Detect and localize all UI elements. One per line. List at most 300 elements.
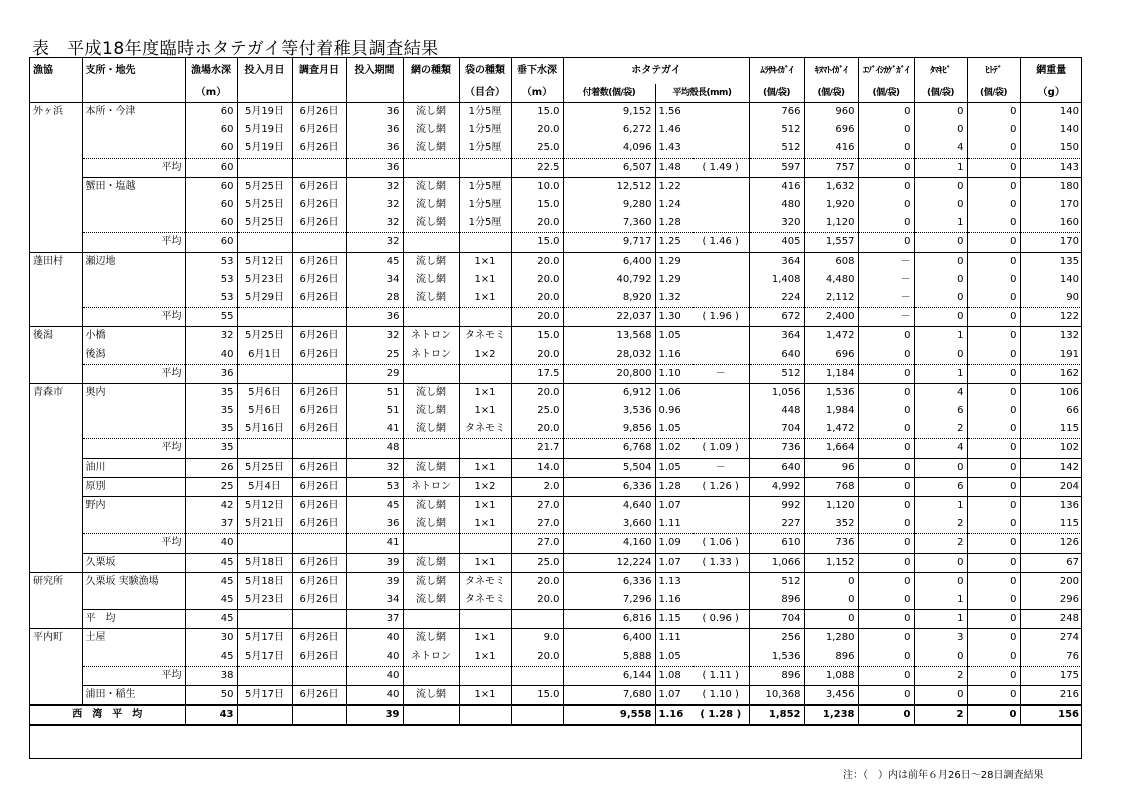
cell-shell: 1.02 xyxy=(655,439,693,458)
cell-suika: 20.0 xyxy=(511,572,563,591)
cell-tonyu: 5月19日 xyxy=(237,121,292,139)
cell-fuchaku: 6,816 xyxy=(563,610,655,629)
cell-depth: 43 xyxy=(185,705,237,725)
cell-prev: － xyxy=(693,458,749,477)
cell-murasaki: 610 xyxy=(749,534,804,553)
cell-site: 油川 xyxy=(82,458,185,477)
cell-kinmatoi: 1,280 xyxy=(804,629,858,648)
cell-hitode: 0 xyxy=(967,177,1020,196)
cell-tonyu xyxy=(237,705,292,725)
cell-shell: 1.07 xyxy=(655,685,693,705)
cell-murasaki: 1,056 xyxy=(749,383,804,402)
cell-tamakibi: 1 xyxy=(914,496,967,515)
cell-ryokyo: 研究所 xyxy=(30,572,82,591)
cell-chosa: 6月26日 xyxy=(292,477,346,496)
cell-suika: 27.0 xyxy=(511,534,563,553)
cell-kinmatoi: 0 xyxy=(804,610,858,629)
cell-shell: 1.10 xyxy=(655,364,693,383)
cell-site: 本所・今津 xyxy=(82,103,185,122)
cell-kikan: 29 xyxy=(346,364,403,383)
cell-ezoishi: 0 xyxy=(858,477,914,496)
cell-murasaki: 512 xyxy=(749,121,804,139)
cell-fukuro: 1分5厘 xyxy=(459,103,511,122)
cell-suika: 20.0 xyxy=(511,308,563,327)
cell-amijuryo: 90 xyxy=(1020,289,1082,308)
cell-depth: 60 xyxy=(185,196,237,214)
cell-site xyxy=(82,139,185,158)
cell-ryokyo xyxy=(30,458,82,477)
cell-shell: 1.29 xyxy=(655,252,693,271)
cell-tonyu: 5月6日 xyxy=(237,402,292,420)
cell-tamakibi: 1 xyxy=(914,214,967,233)
cell-kikan: 36 xyxy=(346,158,403,177)
cell-tamakibi: 0 xyxy=(914,289,967,308)
cell-amijuryo: 140 xyxy=(1020,271,1082,289)
cell-tonyu: 5月4日 xyxy=(237,477,292,496)
cell-fuchaku: 28,032 xyxy=(563,345,655,364)
cell-shell: 1.11 xyxy=(655,629,693,648)
cell-amijuryo: 248 xyxy=(1020,610,1082,629)
header-unit-t: (個/袋) xyxy=(914,84,967,103)
cell-kikan: 40 xyxy=(346,647,403,666)
cell-chosa: 6月26日 xyxy=(292,103,346,122)
cell-tamakibi: 4 xyxy=(914,139,967,158)
cell-hitode: 0 xyxy=(967,233,1020,252)
cell-kinmatoi: 1,632 xyxy=(804,177,858,196)
table-row xyxy=(30,196,1082,214)
cell-site xyxy=(82,196,185,214)
cell-kinmatoi: 0 xyxy=(804,591,858,610)
cell-hitode: 0 xyxy=(967,515,1020,534)
cell-shell: 1.05 xyxy=(655,327,693,346)
cell-chosa: 6月26日 xyxy=(292,420,346,439)
cell-ezoishi: 0 xyxy=(858,364,914,383)
cell-murasaki: 992 xyxy=(749,496,804,515)
cell-fukuro: 1×1 xyxy=(459,458,511,477)
cell-hitode: 0 xyxy=(967,196,1020,214)
cell-suika: 20.0 xyxy=(511,383,563,402)
cell-ami xyxy=(403,308,459,327)
header-murasaki: ﾑﾗｻｷｲｶﾞｲ xyxy=(749,58,804,84)
cell-shell: 1.24 xyxy=(655,196,693,214)
cell-shell: 1.11 xyxy=(655,515,693,534)
cell-murasaki: 896 xyxy=(749,666,804,685)
cell-hitode: 0 xyxy=(967,103,1020,122)
cell-ezoishi: 0 xyxy=(858,610,914,629)
cell-murasaki: 896 xyxy=(749,591,804,610)
cell-depth: 53 xyxy=(185,271,237,289)
cell-kikan: 40 xyxy=(346,685,403,705)
table-row xyxy=(30,121,1082,139)
cell-hitode: 0 xyxy=(967,139,1020,158)
cell-ezoishi: 0 xyxy=(858,439,914,458)
cell-ryokyo xyxy=(30,214,82,233)
cell-tamakibi: 0 xyxy=(914,647,967,666)
header-unit-e: (個/袋) xyxy=(858,84,914,103)
cell-prev xyxy=(693,121,749,139)
table-row xyxy=(30,252,1082,271)
cell-suika: 15.0 xyxy=(511,103,563,122)
cell-suika: 20.0 xyxy=(511,289,563,308)
cell-fukuro xyxy=(459,158,511,177)
cell-prev: ( 1.28 ) xyxy=(693,705,749,725)
cell-amijuryo: 204 xyxy=(1020,477,1082,496)
cell-murasaki: 1,536 xyxy=(749,647,804,666)
cell-fuchaku: 7,680 xyxy=(563,685,655,705)
cell-suika: 14.0 xyxy=(511,458,563,477)
cell-ami: 流し網 xyxy=(403,685,459,705)
table-row xyxy=(30,572,1082,591)
table-row xyxy=(30,383,1082,402)
cell-tamakibi: 0 xyxy=(914,458,967,477)
cell-hitode: 0 xyxy=(967,705,1020,725)
page-title: 表 平成18年度臨時ホタテガイ等付着稚貝調査結果 xyxy=(32,39,439,59)
header-fukuro: 袋の種類 xyxy=(459,58,511,84)
cell-shell: 1.07 xyxy=(655,553,693,572)
cell-chosa xyxy=(292,705,346,725)
cell-ami: 流し網 xyxy=(403,496,459,515)
cell-ami xyxy=(403,666,459,685)
cell-ami: 流し網 xyxy=(403,177,459,196)
cell-prev xyxy=(693,647,749,666)
cell-ryokyo xyxy=(30,666,82,685)
cell-site: 浦田・稲生 xyxy=(82,685,185,705)
cell-ami: 流し網 xyxy=(403,383,459,402)
cell-site: 奥内 xyxy=(82,383,185,402)
cell-avg-label: 平均 xyxy=(82,308,185,327)
cell-fukuro: 1分5厘 xyxy=(459,121,511,139)
cell-site xyxy=(82,591,185,610)
cell-depth: 60 xyxy=(185,214,237,233)
cell-tamakibi: 0 xyxy=(914,345,967,364)
cell-ezoishi: 0 xyxy=(858,534,914,553)
cell-amijuryo: 180 xyxy=(1020,177,1082,196)
cell-ami: ネトロン xyxy=(403,327,459,346)
cell-prev xyxy=(693,572,749,591)
cell-tonyu xyxy=(237,308,292,327)
cell-amijuryo: 135 xyxy=(1020,252,1082,271)
cell-prev: ( 1.49 ) xyxy=(693,158,749,177)
cell-fukuro: 1分5厘 xyxy=(459,177,511,196)
cell-chosa xyxy=(292,158,346,177)
cell-ryokyo xyxy=(30,271,82,289)
cell-tamakibi: 1 xyxy=(914,327,967,346)
cell-amijuryo: 132 xyxy=(1020,327,1082,346)
cell-prev xyxy=(693,214,749,233)
table-row xyxy=(30,515,1082,534)
cell-tonyu: 5月6日 xyxy=(237,383,292,402)
cell-hitode: 0 xyxy=(967,158,1020,177)
cell-tamakibi: 2 xyxy=(914,534,967,553)
cell-amijuryo: 115 xyxy=(1020,515,1082,534)
cell-fukuro xyxy=(459,233,511,252)
cell-prev xyxy=(693,515,749,534)
footnote: 注：（ ）内は前年６月26日～28日調査結果 xyxy=(843,770,1044,781)
cell-ami xyxy=(403,439,459,458)
cell-kinmatoi: 416 xyxy=(804,139,858,158)
cell-ezoishi: 0 xyxy=(858,233,914,252)
cell-depth: 35 xyxy=(185,383,237,402)
cell-kikan: 32 xyxy=(346,177,403,196)
cell-ami: ネトロン xyxy=(403,345,459,364)
cell-kikan: 32 xyxy=(346,214,403,233)
cell-fukuro xyxy=(459,705,511,725)
cell-hitode: 0 xyxy=(967,439,1020,458)
cell-chosa: 6月26日 xyxy=(292,139,346,158)
cell-murasaki: 405 xyxy=(749,233,804,252)
header-unit-k: (個/袋) xyxy=(804,84,858,103)
cell-fukuro: 1×2 xyxy=(459,345,511,364)
cell-depth: 45 xyxy=(185,647,237,666)
cell-avg-label: 平均 xyxy=(82,233,185,252)
cell-prev xyxy=(693,177,749,196)
cell-hitode: 0 xyxy=(967,534,1020,553)
cell-ami: 流し網 xyxy=(403,252,459,271)
cell-murasaki: 704 xyxy=(749,420,804,439)
table-row xyxy=(30,139,1082,158)
cell-suika: 10.0 xyxy=(511,177,563,196)
cell-ami: 流し網 xyxy=(403,121,459,139)
cell-ryokyo xyxy=(30,477,82,496)
cell-ryokyo xyxy=(30,515,82,534)
cell-amijuryo: 162 xyxy=(1020,364,1082,383)
cell-ezoishi: 0 xyxy=(858,327,914,346)
cell-fuchaku: 6,768 xyxy=(563,439,655,458)
cell-depth: 37 xyxy=(185,515,237,534)
cell-murasaki: 704 xyxy=(749,610,804,629)
cell-hitode: 0 xyxy=(967,477,1020,496)
grand-average-row xyxy=(30,705,1082,725)
cell-chosa xyxy=(292,364,346,383)
cell-ami: 流し網 xyxy=(403,553,459,572)
cell-tonyu: 5月19日 xyxy=(237,103,292,122)
cell-prev xyxy=(693,629,749,648)
cell-suika: 20.0 xyxy=(511,591,563,610)
cell-amijuryo: 66 xyxy=(1020,402,1082,420)
cell-ami xyxy=(403,610,459,629)
cell-shell: 1.25 xyxy=(655,233,693,252)
cell-tamakibi: 1 xyxy=(914,364,967,383)
cell-depth: 60 xyxy=(185,158,237,177)
table-row xyxy=(30,345,1082,364)
cell-ryokyo xyxy=(30,289,82,308)
cell-kinmatoi: 1,472 xyxy=(804,327,858,346)
cell-depth: 45 xyxy=(185,591,237,610)
cell-site: 瀬辺地 xyxy=(82,252,185,271)
cell-ryokyo xyxy=(30,496,82,515)
cell-murasaki: 480 xyxy=(749,196,804,214)
cell-depth: 60 xyxy=(185,177,237,196)
cell-ryokyo xyxy=(30,591,82,610)
cell-shell: 1.22 xyxy=(655,177,693,196)
cell-amijuryo: 126 xyxy=(1020,534,1082,553)
cell-fuchaku: 5,504 xyxy=(563,458,655,477)
cell-amijuryo: 115 xyxy=(1020,420,1082,439)
cell-shell: 1.30 xyxy=(655,308,693,327)
header-suishin: 垂下水深 xyxy=(511,58,563,84)
cell-ryokyo: 後潟 xyxy=(30,327,82,346)
cell-kikan: 32 xyxy=(346,327,403,346)
cell-ezoishi: 0 xyxy=(858,103,914,122)
cell-suika xyxy=(511,705,563,725)
average-row xyxy=(30,233,1082,252)
cell-depth: 35 xyxy=(185,420,237,439)
cell-ezoishi: － xyxy=(858,308,914,327)
header-chosa: 調査月日 xyxy=(292,58,346,84)
cell-prev xyxy=(693,591,749,610)
cell-shell: 1.05 xyxy=(655,647,693,666)
cell-prev xyxy=(693,271,749,289)
cell-prev xyxy=(693,496,749,515)
cell-ryokyo xyxy=(30,685,82,705)
cell-fuchaku: 3,536 xyxy=(563,402,655,420)
cell-ezoishi: 0 xyxy=(858,591,914,610)
header-ryokyo: 漁協 xyxy=(33,65,53,76)
cell-ryokyo xyxy=(30,364,82,383)
cell-tonyu: 5月19日 xyxy=(237,139,292,158)
cell-shell: 1.16 xyxy=(655,705,693,725)
cell-ryokyo xyxy=(30,177,82,196)
cell-ami xyxy=(403,233,459,252)
cell-ezoishi: － xyxy=(858,252,914,271)
cell-kikan: 41 xyxy=(346,420,403,439)
cell-chosa xyxy=(292,666,346,685)
cell-hitode: 0 xyxy=(967,402,1020,420)
cell-kinmatoi: 757 xyxy=(804,158,858,177)
cell-ezoishi: 0 xyxy=(858,402,914,420)
cell-fuchaku: 22,037 xyxy=(563,308,655,327)
cell-fukuro: 1×1 xyxy=(459,496,511,515)
cell-kikan: 32 xyxy=(346,458,403,477)
cell-chosa: 6月26日 xyxy=(292,496,346,515)
cell-tamakibi: 4 xyxy=(914,383,967,402)
cell-chosa: 6月26日 xyxy=(292,196,346,214)
cell-chosa xyxy=(292,610,346,629)
cell-murasaki: 448 xyxy=(749,402,804,420)
cell-kinmatoi: 96 xyxy=(804,458,858,477)
cell-fukuro: 1×1 xyxy=(459,271,511,289)
cell-hitode: 0 xyxy=(967,591,1020,610)
cell-fuchaku: 3,660 xyxy=(563,515,655,534)
cell-site: 久栗坂 xyxy=(82,553,185,572)
cell-fukuro: タネモミ xyxy=(459,591,511,610)
table-row xyxy=(30,629,1082,648)
cell-prev: ( 1.06 ) xyxy=(693,534,749,553)
cell-amijuryo: 140 xyxy=(1020,121,1082,139)
cell-tonyu: 5月17日 xyxy=(237,629,292,648)
cell-suika: 15.0 xyxy=(511,233,563,252)
cell-suika xyxy=(511,610,563,629)
cell-fukuro xyxy=(459,610,511,629)
cell-fuchaku: 40,792 xyxy=(563,271,655,289)
cell-fukuro: 1×1 xyxy=(459,553,511,572)
cell-tonyu xyxy=(237,233,292,252)
cell-tamakibi: 2 xyxy=(914,705,967,725)
cell-suika: 27.0 xyxy=(511,496,563,515)
cell-depth: 60 xyxy=(185,121,237,139)
cell-tamakibi: 6 xyxy=(914,477,967,496)
cell-tonyu: 5月18日 xyxy=(237,553,292,572)
cell-shell: 1.16 xyxy=(655,591,693,610)
cell-shell: 1.43 xyxy=(655,139,693,158)
cell-kinmatoi: 1,088 xyxy=(804,666,858,685)
cell-prev: ( 1.33 ) xyxy=(693,553,749,572)
cell-ami xyxy=(403,158,459,177)
cell-ryokyo xyxy=(30,610,82,629)
cell-tonyu: 5月25日 xyxy=(237,458,292,477)
cell-chosa xyxy=(292,233,346,252)
cell-fuchaku: 12,512 xyxy=(563,177,655,196)
cell-amijuryo: 170 xyxy=(1020,196,1082,214)
cell-suika: 20.0 xyxy=(511,647,563,666)
cell-tonyu: 5月12日 xyxy=(237,252,292,271)
cell-depth: 26 xyxy=(185,458,237,477)
cell-kinmatoi: 736 xyxy=(804,534,858,553)
cell-ezoishi: 0 xyxy=(858,345,914,364)
cell-kinmatoi: 1,557 xyxy=(804,233,858,252)
header-unit-m: (個/袋) xyxy=(749,84,804,103)
cell-tonyu: 5月25日 xyxy=(237,214,292,233)
cell-grand-label: 西 湾 平 均 xyxy=(30,705,185,725)
cell-ezoishi: 0 xyxy=(858,629,914,648)
cell-suika: 9.0 xyxy=(511,629,563,648)
cell-chosa: 6月26日 xyxy=(292,289,346,308)
cell-site: 久栗坂 実験漁場 xyxy=(82,572,185,591)
cell-suika: 21.7 xyxy=(511,439,563,458)
cell-depth: 35 xyxy=(185,439,237,458)
header-hitode: ﾋﾄﾃﾞ xyxy=(967,58,1020,84)
cell-ryokyo xyxy=(30,534,82,553)
cell-chosa: 6月26日 xyxy=(292,327,346,346)
cell-shell: 1.16 xyxy=(655,345,693,364)
cell-tamakibi: 6 xyxy=(914,402,967,420)
cell-suika: 17.5 xyxy=(511,364,563,383)
cell-kikan: 37 xyxy=(346,610,403,629)
cell-kinmatoi: 352 xyxy=(804,515,858,534)
cell-suika: 27.0 xyxy=(511,515,563,534)
cell-kinmatoi: 1,238 xyxy=(804,705,858,725)
cell-kikan: 39 xyxy=(346,553,403,572)
cell-prev xyxy=(693,402,749,420)
cell-kikan: 53 xyxy=(346,477,403,496)
cell-hitode: 0 xyxy=(967,553,1020,572)
cell-murasaki: 640 xyxy=(749,345,804,364)
cell-murasaki: 736 xyxy=(749,439,804,458)
cell-ryokyo: 青森市 xyxy=(30,383,82,402)
cell-kikan: 41 xyxy=(346,534,403,553)
cell-murasaki: 512 xyxy=(749,572,804,591)
cell-suika: 15.0 xyxy=(511,327,563,346)
cell-kinmatoi: 768 xyxy=(804,477,858,496)
cell-ezoishi: 0 xyxy=(858,458,914,477)
cell-shell: 1.15 xyxy=(655,610,693,629)
cell-tamakibi: 0 xyxy=(914,685,967,705)
cell-kikan: 51 xyxy=(346,402,403,420)
cell-amijuryo: 76 xyxy=(1020,647,1082,666)
cell-site xyxy=(82,271,185,289)
cell-fukuro: 1分5厘 xyxy=(459,196,511,214)
cell-shell: 1.28 xyxy=(655,214,693,233)
cell-fukuro: 1×2 xyxy=(459,477,511,496)
cell-kinmatoi: 1,920 xyxy=(804,196,858,214)
table-row xyxy=(30,177,1082,196)
cell-tamakibi: 0 xyxy=(914,103,967,122)
header-amijuryo-unit: （g） xyxy=(1020,84,1082,103)
cell-shell: 1.56 xyxy=(655,103,693,122)
cell-kikan: 36 xyxy=(346,515,403,534)
average-row xyxy=(30,364,1082,383)
cell-murasaki: 1,408 xyxy=(749,271,804,289)
